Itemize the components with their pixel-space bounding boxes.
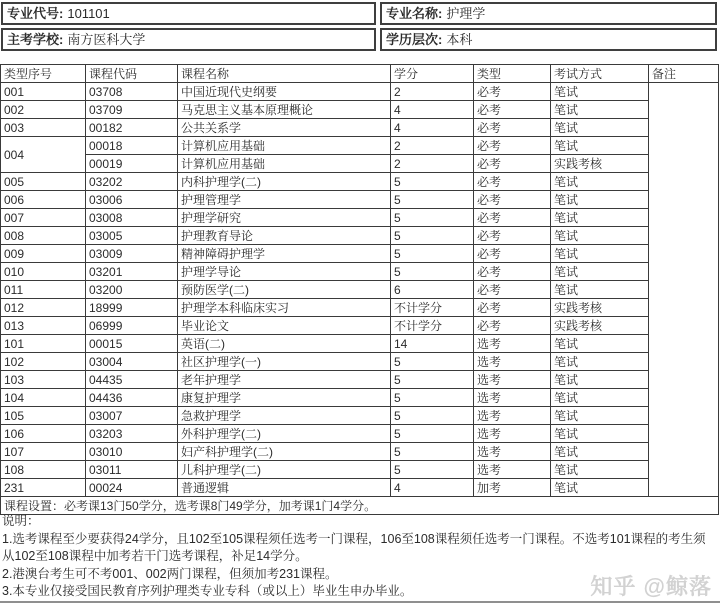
- table-row: [1, 479, 719, 497]
- cell-type: 加考: [474, 479, 551, 497]
- cell-code: 00024: [86, 479, 178, 497]
- table-row: [1, 425, 719, 443]
- cell-seq: 102: [1, 353, 86, 371]
- cell-name: 康复护理学: [178, 389, 391, 407]
- cell-type: 必考: [474, 155, 551, 173]
- cell-type: 必考: [474, 101, 551, 119]
- cell-credits: 5: [391, 191, 474, 209]
- cell-exam: 笔试: [551, 191, 649, 209]
- table-row: [1, 83, 719, 101]
- school-box: [1, 28, 376, 51]
- cell-type: 选考: [474, 443, 551, 461]
- cell-credits: 5: [391, 227, 474, 245]
- cell-code: 03202: [86, 173, 178, 191]
- table-row: [1, 101, 719, 119]
- cell-type: 必考: [474, 317, 551, 335]
- cell-name: 社区护理学(一): [178, 353, 391, 371]
- cell-type: 必考: [474, 227, 551, 245]
- cell-name: 妇产科护理学(二): [178, 443, 391, 461]
- cell-remark: [649, 83, 719, 497]
- table-row: [1, 137, 719, 155]
- note-item: 1.选考课程至少要获得24学分，且102至105课程须任选考一门课程，106至108课程须任选考一门课程。不选考101课程的考生须从102至108课程中加考若干门选考课程，补足14学分。: [2, 531, 706, 563]
- cell-seq: 009: [1, 245, 86, 263]
- table-row: [1, 407, 719, 425]
- cell-credits: 5: [391, 209, 474, 227]
- col-header-credits: 学分: [391, 65, 474, 83]
- cell-exam: 笔试: [551, 425, 649, 443]
- cell-seq: 105: [1, 407, 86, 425]
- school-value: 南方医科大学: [67, 32, 146, 47]
- cell-exam: 笔试: [551, 227, 649, 245]
- cell-seq: 006: [1, 191, 86, 209]
- cell-credits: 14: [391, 335, 474, 353]
- cell-name: 预防医学(二): [178, 281, 391, 299]
- cell-exam: 笔试: [551, 335, 649, 353]
- cell-code: 03010: [86, 443, 178, 461]
- cell-name: 急救护理学: [178, 407, 391, 425]
- cell-name: 毕业论文: [178, 317, 391, 335]
- cell-code: 00019: [86, 155, 178, 173]
- cell-seq: 008: [1, 227, 86, 245]
- table-row: [1, 281, 719, 299]
- notes-title: 说明：: [2, 514, 40, 528]
- cell-type: 必考: [474, 245, 551, 263]
- cell-seq: 011: [1, 281, 86, 299]
- cell-type: 选考: [474, 389, 551, 407]
- cell-name: 计算机应用基础: [178, 155, 391, 173]
- cell-seq: 004: [1, 137, 86, 173]
- cell-exam: 笔试: [551, 83, 649, 101]
- cell-code: 00018: [86, 137, 178, 155]
- cell-code: 03709: [86, 101, 178, 119]
- col-header-exam: 考试方式: [551, 65, 649, 83]
- cell-seq: 001: [1, 83, 86, 101]
- cell-exam: 实践考核: [551, 299, 649, 317]
- cell-seq: 003: [1, 119, 86, 137]
- cell-credits: 4: [391, 119, 474, 137]
- table-row: [1, 173, 719, 191]
- cell-exam: 实践考核: [551, 317, 649, 335]
- cell-seq: 013: [1, 317, 86, 335]
- cell-name: 护理学本科临床实习: [178, 299, 391, 317]
- table-row: [1, 209, 719, 227]
- cell-type: 选考: [474, 461, 551, 479]
- col-header-code: 课程代码: [86, 65, 178, 83]
- cell-type: 选考: [474, 425, 551, 443]
- cell-credits: 5: [391, 461, 474, 479]
- cell-type: 选考: [474, 353, 551, 371]
- cell-type: 必考: [474, 137, 551, 155]
- cell-exam: 笔试: [551, 173, 649, 191]
- cell-credits: 5: [391, 353, 474, 371]
- cell-exam: 笔试: [551, 245, 649, 263]
- table-row: [1, 317, 719, 335]
- cell-name: 护理管理学: [178, 191, 391, 209]
- table-row: [1, 245, 719, 263]
- cell-exam: 笔试: [551, 443, 649, 461]
- cell-name: 护理学研究: [178, 209, 391, 227]
- level-box: [380, 28, 717, 51]
- cell-name: 计算机应用基础: [178, 137, 391, 155]
- cell-name: 护理学导论: [178, 263, 391, 281]
- cell-credits: 5: [391, 263, 474, 281]
- cell-code: 03007: [86, 407, 178, 425]
- table-row: [1, 389, 719, 407]
- course-table: [0, 64, 719, 515]
- level-value: 本科: [446, 32, 473, 47]
- cell-seq: 010: [1, 263, 86, 281]
- cell-seq: 104: [1, 389, 86, 407]
- col-header-seq: 类型序号: [1, 65, 86, 83]
- cell-type: 必考: [474, 299, 551, 317]
- cell-exam: 笔试: [551, 263, 649, 281]
- cell-seq: 231: [1, 479, 86, 497]
- cell-credits: 5: [391, 371, 474, 389]
- table-row: [1, 191, 719, 209]
- cell-name: 内科护理学(二): [178, 173, 391, 191]
- cell-exam: 笔试: [551, 461, 649, 479]
- cell-code: 04436: [86, 389, 178, 407]
- cell-exam: 笔试: [551, 407, 649, 425]
- cell-type: 必考: [474, 263, 551, 281]
- cell-name: 外科护理学(二): [178, 425, 391, 443]
- note-item: 2.港澳台考生可不考001、002两门课程，但须加考231课程。: [2, 566, 338, 581]
- course-setup-row: [1, 497, 719, 515]
- cell-type: 选考: [474, 371, 551, 389]
- cell-code: 03004: [86, 353, 178, 371]
- major-name-box: [380, 2, 717, 25]
- major-name-value: 护理学: [446, 6, 486, 21]
- cell-type: 选考: [474, 335, 551, 353]
- watermark: 知乎 @鲸落: [590, 574, 712, 599]
- cell-seq: 005: [1, 173, 86, 191]
- cell-code: 03009: [86, 245, 178, 263]
- cell-credits: 2: [391, 137, 474, 155]
- school-label: 主考学校:: [7, 32, 64, 47]
- cell-seq: 002: [1, 101, 86, 119]
- table-header-row: [1, 65, 719, 83]
- cell-exam: 实践考核: [551, 155, 649, 173]
- cell-seq: 007: [1, 209, 86, 227]
- cell-exam: 笔试: [551, 371, 649, 389]
- cell-seq: 103: [1, 371, 86, 389]
- major-name-label: 专业名称:: [386, 6, 443, 21]
- table-row: [1, 461, 719, 479]
- table-row: [1, 263, 719, 281]
- cell-code: 06999: [86, 317, 178, 335]
- cell-exam: 笔试: [551, 137, 649, 155]
- cell-seq: 012: [1, 299, 86, 317]
- cell-credits: 不计学分: [391, 317, 474, 335]
- cell-type: 必考: [474, 191, 551, 209]
- cell-credits: 6: [391, 281, 474, 299]
- cell-name: 中国近现代史纲要: [178, 83, 391, 101]
- cell-code: 18999: [86, 299, 178, 317]
- cell-credits: 5: [391, 407, 474, 425]
- cell-credits: 4: [391, 479, 474, 497]
- level-label: 学历层次:: [386, 32, 443, 47]
- cell-type: 必考: [474, 281, 551, 299]
- cell-type: 必考: [474, 173, 551, 191]
- cell-credits: 2: [391, 155, 474, 173]
- cell-credits: 5: [391, 443, 474, 461]
- cell-credits: 2: [391, 83, 474, 101]
- cell-exam: 笔试: [551, 281, 649, 299]
- table-row: [1, 227, 719, 245]
- cell-credits: 不计学分: [391, 299, 474, 317]
- cell-code: 03203: [86, 425, 178, 443]
- note-item: 3.本专业仅接受国民教育序列护理类专业专科（或以上）毕业生申办毕业。: [2, 584, 413, 598]
- cell-exam: 笔试: [551, 119, 649, 137]
- cell-seq: 106: [1, 425, 86, 443]
- cell-name: 老年护理学: [178, 371, 391, 389]
- cell-exam: 笔试: [551, 209, 649, 227]
- col-header-remark: 备注: [649, 65, 719, 83]
- cell-name: 普通逻辑: [178, 479, 391, 497]
- cell-code: 03200: [86, 281, 178, 299]
- cell-exam: 笔试: [551, 101, 649, 119]
- cell-credits: 5: [391, 245, 474, 263]
- cell-code: 04435: [86, 371, 178, 389]
- cell-name: 马克思主义基本原理概论: [178, 101, 391, 119]
- cell-code: 00015: [86, 335, 178, 353]
- cell-seq: 107: [1, 443, 86, 461]
- cell-name: 公共关系学: [178, 119, 391, 137]
- cell-credits: 5: [391, 425, 474, 443]
- cell-type: 必考: [474, 119, 551, 137]
- cell-exam: 笔试: [551, 389, 649, 407]
- cell-exam: 笔试: [551, 353, 649, 371]
- cell-code: 03008: [86, 209, 178, 227]
- cell-type: 必考: [474, 209, 551, 227]
- table-row: [1, 443, 719, 461]
- cell-code: 03006: [86, 191, 178, 209]
- cell-name: 英语(二): [178, 335, 391, 353]
- cell-name: 护理教育导论: [178, 227, 391, 245]
- cell-name: 儿科护理学(二): [178, 461, 391, 479]
- table-row: [1, 119, 719, 137]
- major-code-box: [1, 2, 376, 25]
- table-row: [1, 155, 719, 173]
- cell-type: 选考: [474, 407, 551, 425]
- cell-seq: 101: [1, 335, 86, 353]
- col-header-name: 课程名称: [178, 65, 391, 83]
- cell-credits: 5: [391, 173, 474, 191]
- col-header-type: 类型: [474, 65, 551, 83]
- cell-name: 精神障碍护理学: [178, 245, 391, 263]
- table-row: [1, 353, 719, 371]
- cell-credits: 4: [391, 101, 474, 119]
- cell-code: 03708: [86, 83, 178, 101]
- table-row: [1, 299, 719, 317]
- bottom-divider: [0, 601, 720, 603]
- table-row: [1, 371, 719, 389]
- major-code-label: 专业代号:: [7, 6, 64, 21]
- cell-seq: 108: [1, 461, 86, 479]
- major-code-value: 101101: [67, 6, 110, 21]
- cell-code: 00182: [86, 119, 178, 137]
- cell-code: 03011: [86, 461, 178, 479]
- cell-code: 03201: [86, 263, 178, 281]
- table-row: [1, 335, 719, 353]
- course-setup-text: 课程设置：必考课13门50学分，选考课8门49学分，加考课1门4学分。: [1, 497, 719, 515]
- cell-credits: 5: [391, 389, 474, 407]
- cell-type: 必考: [474, 83, 551, 101]
- cell-exam: 笔试: [551, 479, 649, 497]
- cell-code: 03005: [86, 227, 178, 245]
